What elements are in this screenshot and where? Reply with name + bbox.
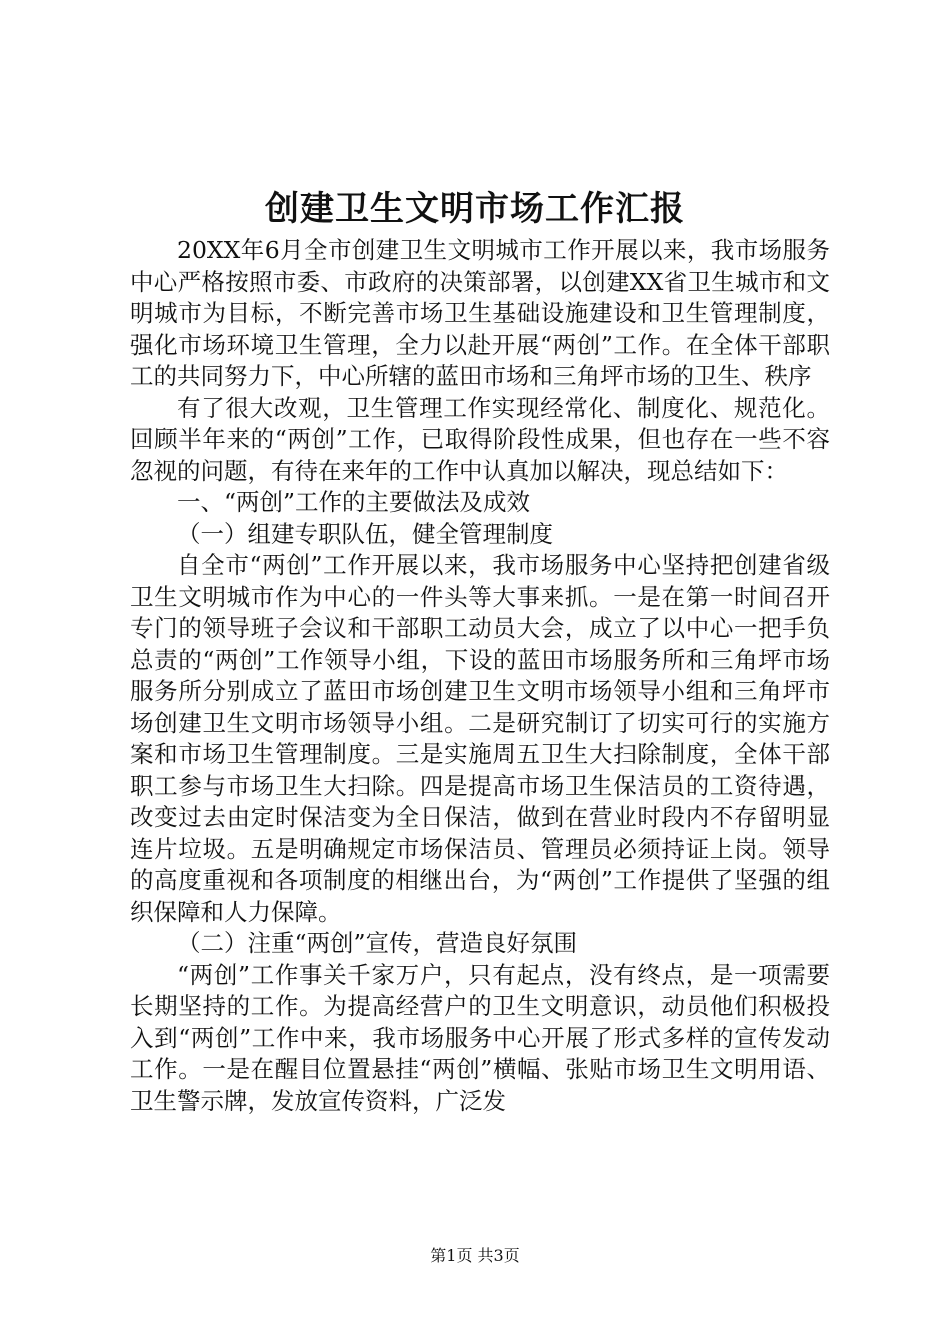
section-heading-1: 一、“两创”工作的主要做法及成效 [177, 488, 531, 516]
paragraph-intro: 20XX年6月全市创建卫生文明城市工作开展以来，我市场服务中心严格按照市委、市政府的决策部署，以创建XX省卫生城市和文明城市为目标，不断完善市场卫生基础设施建设和卫生管理制度，强化市场环境卫生管理，全力以赴开展“两创”工作。在全体干部职工的共同努力下，中心所辖的蓝田市场和三角坪市场的卫生、秩序 [130, 236, 830, 390]
subsection-heading-2: （二）注重“两创”宣传，营造良好氛围 [177, 929, 578, 957]
document-title: 创建卫生文明市场工作汇报 [265, 189, 685, 229]
document-body [130, 235, 830, 1117]
paragraph-summary: 有了很大改观，卫生管理工作实现经常化、制度化、规范化。回顾半年来的“两创”工作，已取得阶段性成果，但也存在一些不容忽视的问题，有待在来年的工作中认真加以解决，现总结如下： [130, 393, 830, 485]
paragraph-team-building: 自全市“两创”工作开展以来，我市场服务中心坚持把创建省级卫生文明城市作为中心的一件头等大事来抓。一是在第一时间召开专门的领导班子会议和干部职工动员大会，成立了以中心一把手负总责的“两创”工作领导小组，下设的蓝田市场服务所和三角坪市场服务所分别成立了蓝田市场创建卫生文明市场领导小组和三角坪市场创建卫生文明市场领导小组。二是研究制订了切实可行的实施方案和市场卫生管理制度。三是实施周五卫生大扫除制度，全体干部职工参与市场卫生大扫除。四是提高市场卫生保洁员的工资待遇，改变过去由定时保洁变为全日保洁，做到在营业时段内不存留明显连片垃圾。五是明确规定市场保洁员、管理员必须持证上岗。领导的高度重视和各项制度的相继出台，为“两创”工作提供了坚强的组织保障和人力保障。 [130, 551, 830, 926]
page-footer: 第1页 共3页 [430, 1246, 520, 1265]
paragraph-publicity: “两创”工作事关千家万户，只有起点，没有终点，是一项需要长期坚持的工作。为提高经营户的卫生文明意识，动员他们积极投入到“两创”工作中来，我市场服务中心开展了形式多样的宣传发动工作。一是在醒目位置悬挂“两创”横幅、张贴市场卫生文明用语、卫生警示牌，发放宣传资料，广泛发 [130, 960, 830, 1115]
subsection-heading-1: （一）组建专职队伍，健全管理制度 [177, 519, 553, 548]
